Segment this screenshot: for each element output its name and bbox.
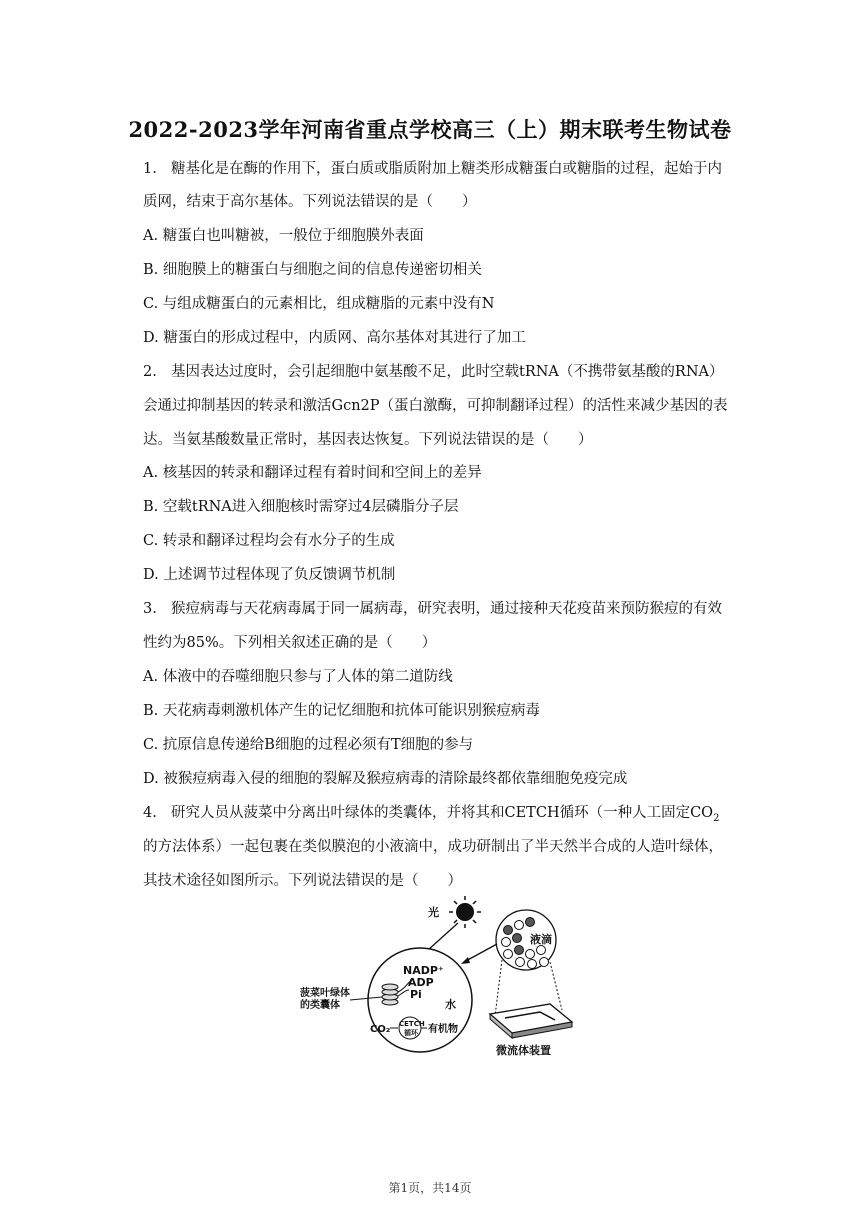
q1-stem-line-2: 质网，结束于高尔基体。下列说法错误的是（ ） [143,194,477,210]
light-label: 光 [428,906,439,919]
cetch-label-2: 循环 [404,1029,418,1037]
q2-option-c: C. 转录和翻译过程均会有水分子的生成 [143,533,395,549]
q2-stem-line-2: 会通过抑制基因的转录和激活Gcn2P（蛋白激酶，可抑制翻译过程）的活性来减少基因的表 [143,398,728,414]
sun-icon [449,896,481,928]
artificial-chloroplast-figure [300,892,580,1060]
q1-option-c: C. 与组成糖蛋白的元素相比，组成糖脂的元素中没有N [143,296,495,312]
q4-stem-line-1: 4. 研究人员从菠菜中分离出叶绿体的类囊体，并将其和CETCH循环（一种人工固定$CO_2$ [143,805,720,824]
q4-stem-line-3: 其技术途径如图所示。下列说法错误的是（ ） [143,873,462,889]
q4-stem-line-2: 的方法体系）一起包裹在类似膜泡的小液滴中，成功研制出了半天然半合成的人造叶绿体， [143,839,723,855]
water-label: 水 [445,998,456,1011]
droplet-zoom [496,910,556,970]
q3-option-b: B. 天花病毒刺激机体产生的记忆细胞和抗体可能识别猴痘病毒 [143,703,540,719]
thylakoid-label-2: 的类囊体 [300,1000,340,1011]
q2-stem-line-3: 达。当氨基酸数量正常时，基因表达恢复。下列说法错误的是（ ） [143,432,593,448]
page-footer: 第1页，共14页 [388,1181,472,1195]
artificial-chloroplast [368,948,472,1052]
q2-stem-line-1: 2. 基因表达过度时，会引起细胞中氨基酸不足，此时空载tRNA（不携带氨基酸的RNA） [143,364,724,380]
q3-stem-line-2: 性约为85%。下列相关叙述正确的是（ ） [143,635,437,651]
microfluidic-device [490,1004,572,1057]
q1-option-a: A. 糖蛋白也叫糖被，一般位于细胞膜外表面 [143,228,424,244]
q1-stem-line-1: 1. 糖基化是在酶的作用下，蛋白质或脂质附加上糖类形成糖蛋白或糖脂的过程，起始于内 [143,161,722,177]
q3-option-a: A. 体液中的吞噬细胞只参与了人体的第二道防线 [143,669,453,685]
adp-label: ADP [408,976,434,989]
q2-option-a: A. 核基因的转录和翻译过程有着时间和空间上的差异 [143,465,482,481]
device-label: 微流体装置 [496,1044,551,1057]
q3-stem-line-1: 3. 猴痘病毒与天花病毒属于同一属病毒，研究表明，通过接种天花疫苗来预防猴痘的有效 [143,601,722,617]
nadp-label: NADP⁺ [403,964,444,977]
q3-option-d: D. 被猴痘病毒入侵的细胞的裂解及猴痘病毒的清除最终都依靠细胞免疫完成 [143,771,628,787]
thylakoid-label-1: 菠菜叶绿体 [300,988,350,999]
exam-title: 2022-2023学年河南省重点学校高三（上）期末联考生物试卷 [128,117,732,142]
q1-option-d: D. 糖蛋白的形成过程中，内质网、高尔基体对其进行了加工 [143,330,526,346]
co2-label: CO₂ [370,1024,391,1035]
q2-option-d: D. 上述调节过程体现了负反馈调节机制 [143,567,396,583]
organic-label: 有机物 [428,1024,458,1035]
q2-option-b: B. 空载tRNA进入细胞核时需穿过4层磷脂分子层 [143,499,459,515]
droplet-label: 液滴 [530,933,552,946]
cetch-label-1: CETCH [399,1020,425,1028]
thylakoid-stack-icon [382,984,398,1005]
q1-option-b: B. 细胞膜上的糖蛋白与细胞之间的信息传递密切相关 [143,262,482,278]
pi-label: Pi [410,988,422,1001]
q3-option-c: C. 抗原信息传递给B细胞的过程必须有T细胞的参与 [143,737,474,753]
